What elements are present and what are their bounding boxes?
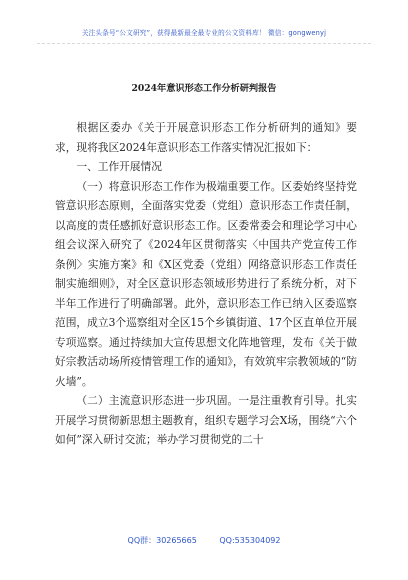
contact-footer [0,535,408,546]
body-paragraph: （一）将意识形态工作作为极端重要工作。区委始终坚持党管意识形态原则，全面落实党委（党组）意识形态工作责任制，以高度的责任感抓好意识形态工作。区委常委会和理论学习中心组会议深入研究了《2024年区贯彻落实〈中国共产党宣传工作条例〉实施方案》和《X区党委（党组）网络意识形态工作责任制实施细则》，对全区意识形态领域形势进行了系统分析，对下半年工作进行了明确部署。此外，意识形态工作已纳入区委巡察范围，成立3个巡察组对全区15个乡镇街道、17个区直单位开展专项巡察。通过持续加大宣传思想文化阵地管理，发布《关于做好宗教活动场所疫情管理工作的通知》，有效筑牢宗教领域的“防火墙”。 [55,179,357,388]
qq-group-text: QQ群：30265665 [127,536,197,545]
header-divider [37,43,371,44]
qq-contact-text: QQ:535304092 [219,536,281,545]
document-body [55,118,357,450]
intro-paragraph: 根据区委办《关于开展意识形态工作分析研判的通知》要求，现将我区2024年意识形态工作落实情况汇报如下： [55,121,357,154]
promo-banner: 关注头条号“公文研究”，获得最新最全最专业的公文资料库！ 微信：gongwenyj [81,29,327,37]
section-heading: 一、工作开展情况 [76,160,162,173]
body-paragraph: （二）主流意识形态进一步巩固。一是注重教育引导。扎实开展学习贯彻新思想主题教育，组织专题学习会X场，围绕“六个如何”深入研讨交流；举办学习贯彻党的二十 [55,394,357,446]
document-title: 2024年意识形态工作分析研判报告 [131,83,277,94]
